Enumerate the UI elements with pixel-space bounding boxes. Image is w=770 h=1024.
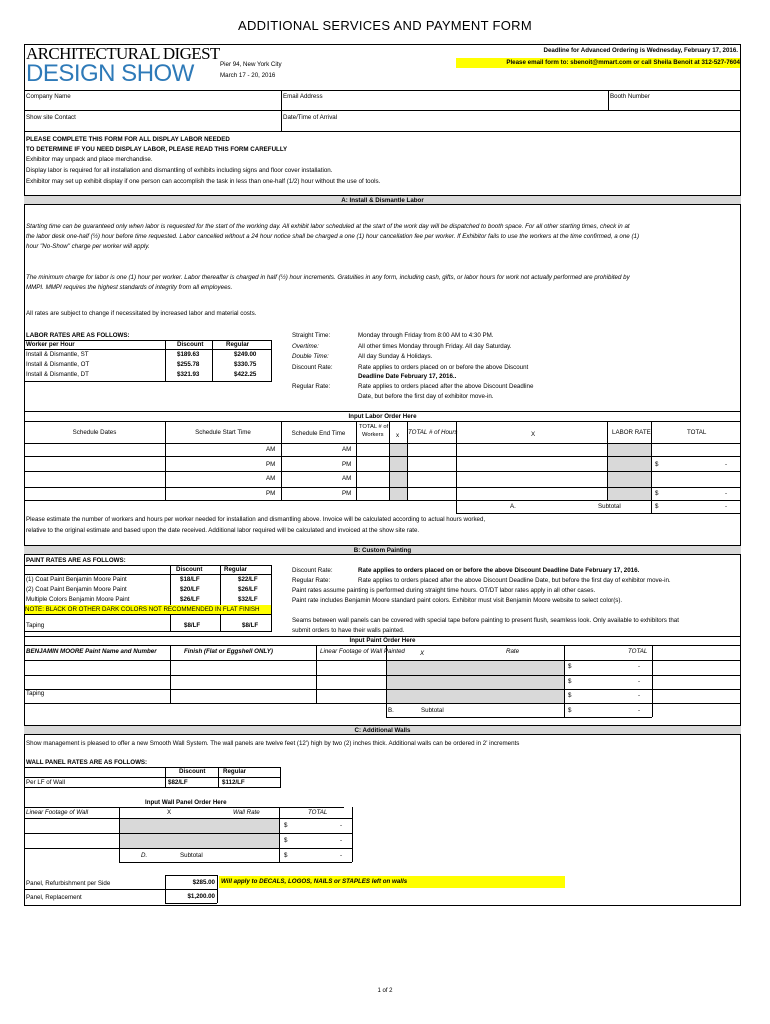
- panel-refurb-note: Will apply to DECALS, LOGOS, NAILS or STAPLES left on walls: [219, 876, 565, 888]
- labor-para1-l3: hour "No-Show" charge per worker will apply.: [26, 243, 150, 250]
- wall-col-footage: Linear Footage of Wall: [26, 809, 89, 816]
- labor-col-discount: Discount: [177, 341, 204, 348]
- paint-rate-regular: $32/LF: [238, 596, 258, 603]
- logo-architectural-digest: ARCHITECTURAL DIGEST: [26, 44, 220, 63]
- labor-para2-l2: MMPI. MMPI requires the highest standards of integrity from all employees.: [26, 284, 233, 291]
- paint-discount-value: Rate applies to orders placed on or before the above Discount Deadline Date February 17, 2016.: [358, 567, 640, 574]
- wall-col-discount: Discount: [179, 768, 206, 775]
- paint-row-dollar: $: [568, 678, 572, 685]
- wall-row-dash: -: [340, 822, 343, 829]
- labor-order-header: Input Labor Order Here: [348, 413, 417, 420]
- labor-col-start: Schedule Start Time: [195, 429, 251, 436]
- discount-deadline: Deadline Date February 17, 2016..: [358, 373, 457, 380]
- labor-term-key: Double Time:: [292, 353, 329, 360]
- labor-row-end: PM: [342, 461, 352, 468]
- paint-regular-key: Regular Rate:: [292, 577, 331, 584]
- paint-row-dollar: $: [568, 692, 572, 699]
- paint-col-regular: Regular: [224, 566, 248, 573]
- paint-col-discount: Discount: [176, 566, 203, 573]
- paint-rate-regular: $26/LF: [238, 586, 258, 593]
- wall-col-total: TOTAL: [308, 809, 328, 816]
- wall-col-regular: Regular: [223, 768, 247, 775]
- labor-row-start: PM: [266, 490, 276, 497]
- labor-col-dates: Schedule Dates: [72, 429, 117, 436]
- labor-subtotal-dollar: $: [655, 503, 659, 510]
- wall-row-dash: -: [340, 837, 343, 844]
- intro-line-4: Display labor is required for all installation and dismantling of exhibits including signs and floor cover installation.: [26, 167, 333, 174]
- labor-col-workers-1: TOTAL # of: [359, 424, 389, 430]
- labor-row-start: PM: [266, 461, 276, 468]
- labor-rate-name: Install & Dismantle, DT: [26, 371, 89, 378]
- labor-term-value: All day Sunday & Holidays.: [358, 353, 433, 360]
- paint-rates-heading: PAINT RATES ARE AS FOLLOWS:: [26, 557, 126, 564]
- wall-subtotal-dash: -: [340, 852, 343, 859]
- wall-row-dollar: $: [284, 837, 288, 844]
- labor-rate-discount: $321.93: [177, 371, 200, 378]
- labor-col-worker: Worker per Hour: [26, 341, 75, 348]
- show-site-contact-field[interactable]: Show site Contact: [26, 114, 76, 121]
- wall-rates-heading: WALL PANEL RATES ARE AS FOLLOWS:: [26, 759, 148, 766]
- labor-rate-regular: $422.25: [234, 371, 257, 378]
- booth-number-field[interactable]: Booth Number: [610, 93, 650, 100]
- paint-col-name: BENJAMIN MOORE Paint Name and Number: [26, 648, 157, 655]
- labor-para1-l1: Starting time can be guaranteed only when labor is requested for the start of the working day. All exhibit labor scheduled at the start of the work day will be dispatched to booth space. For all other starting times, check in at: [26, 223, 630, 230]
- page-title: ADDITIONAL SERVICES AND PAYMENT FORM: [238, 18, 532, 33]
- labor-row-start: AM: [266, 446, 276, 453]
- labor-note-l1: Please estimate the number of workers and hours per worker needed for installation and dismantling above. Invoice will be calculated according to actual hours worked,: [26, 516, 486, 523]
- deadline-notice: Deadline for Advanced Ordering is Wednesday, February 17, 2016.: [543, 47, 738, 54]
- labor-para2-l1: The minimum charge for labor is one (1) hour per worker. Labor thereafter is charged in half (½) hour increments. Gratuities in any form, including cash, gifts, or labor hours for work not actually performed are prohibited by: [26, 274, 630, 281]
- walls-description: Show management is pleased to offer a new Smooth Wall System. The wall panels are twelve feet (12') high by two (2) inches thick. Additional walls can be ordered in 2' increments: [26, 740, 520, 747]
- intro-line-1: PLEASE COMPLETE THIS FORM FOR ALL DISPLAY LABOR NEEDED: [26, 136, 230, 143]
- paint-col-footage: Linear Footage of Wall Painted: [320, 648, 405, 655]
- labor-row-end: AM: [342, 475, 352, 482]
- paint-dark-note: NOTE: BLACK OR OTHER DARK COLORS NOT RECOMMENDED IN FLAT FINISH: [25, 605, 271, 614]
- labor-row-end: AM: [342, 446, 352, 453]
- panel-refurb-name: Panel, Refurbishment per Side: [26, 880, 111, 887]
- panel-replacement-price: $1,200.00: [187, 893, 215, 900]
- labor-rate-name: Install & Dismantle, ST: [26, 351, 89, 358]
- labor-row-dash: -: [725, 461, 728, 468]
- paint-subtotal-letter: B.: [388, 707, 394, 714]
- section-b-header: B: Custom Painting: [24, 545, 741, 555]
- panel-replacement-name: Panel, Replacement: [26, 894, 82, 901]
- wall-col-rate: Wall Rate: [233, 809, 260, 816]
- labor-subtotal-letter: A.: [510, 503, 516, 510]
- labor-term-value: All other times Monday through Friday. All day Saturday.: [358, 342, 512, 350]
- wall-subtotal-label: Subtotal: [180, 852, 203, 859]
- labor-para3: All rates are subject to change if necessitated by increased labor and material costs.: [26, 310, 257, 317]
- labor-row-dollar: $: [655, 490, 659, 497]
- labor-term-value: Monday through Friday from 8:00 AM to 4:30 PM.: [358, 332, 494, 339]
- paint-taping-discount: $8/LF: [184, 622, 201, 629]
- intro-line-3: Exhibitor may unpack and place merchandise.: [26, 156, 153, 163]
- email-notice: Please email form to: sbenoit@mmart.com or call Sheila Benoit at 312-527-7604: [456, 58, 740, 68]
- labor-col-total: TOTAL: [687, 429, 707, 436]
- section-c-header: C: Additional Walls: [24, 725, 741, 735]
- labor-term-key: Overtime:: [292, 342, 319, 350]
- wall-subtotal-letter: D.: [141, 852, 148, 859]
- labor-subtotal-dash: -: [725, 503, 728, 510]
- labor-term-key: Straight Time:: [292, 332, 331, 339]
- labor-row-dollar: $: [655, 461, 659, 468]
- intro-line-5: Exhibitor may set up exhibit display if one person can accomplish the task in less than one-half (1/2) hour without the use of tools.: [26, 178, 381, 185]
- event-dates: March 17 - 20, 2016: [220, 72, 276, 79]
- labor-rates-heading: LABOR RATES ARE AS FOLLOWS:: [26, 332, 130, 339]
- paint-rate-regular: $22/LF: [238, 576, 258, 583]
- labor-note-l2: relative to the original estimate and based upon the date received. Additional labor required will be calculated and invoiced at the show site rate.: [26, 527, 420, 534]
- paint-col-x: X: [420, 650, 425, 657]
- paint-rate-discount: $26/LF: [180, 596, 200, 603]
- paint-row-dash: -: [638, 678, 641, 685]
- paint-subtotal-dollar: $: [568, 707, 572, 714]
- labor-col-x1: x: [396, 432, 400, 439]
- paint-col-rate: Rate: [506, 648, 520, 655]
- labor-col-regular: Regular: [226, 341, 250, 348]
- labor-col-hours: TOTAL # of Hours: [408, 429, 458, 436]
- paint-row-dash: -: [638, 663, 641, 670]
- logo-design-show: DESIGN SHOW: [26, 60, 194, 87]
- labor-col-rate: LABOR RATE: [612, 429, 651, 436]
- labor-row-dash: -: [725, 490, 728, 497]
- labor-row-end: PM: [342, 490, 352, 497]
- wall-per-lf-regular: $112/LF: [222, 779, 245, 786]
- paint-order-header: Input Paint Order Here: [349, 637, 416, 644]
- wall-per-lf-discount: $82/LF: [168, 779, 188, 786]
- labor-rate-regular: $249.00: [234, 351, 257, 358]
- labor-col-end: Schedule End Time: [291, 430, 346, 437]
- page-number: 1 of 2: [377, 988, 393, 994]
- paint-row-dash: -: [638, 692, 641, 699]
- wall-row-dollar: $: [284, 822, 288, 829]
- labor-col-x2: X: [531, 431, 536, 438]
- intro-line-2: TO DETERMINE IF YOU NEED DISPLAY LABOR, PLEASE READ THIS FORM CAREFULLY: [26, 146, 288, 153]
- labor-para1-l2: the labor desk one-half (½) hour before time requested. Labor cancelled without a 24 hour notice shall be charged a one (1) hour cancellation fee per worker. If Exhibitor fails to use the workers at the time confirmed, a one (1): [26, 233, 640, 240]
- paint-subtotal-label: Subtotal: [421, 707, 444, 714]
- labor-rate-discount: $255.78: [177, 361, 200, 368]
- labor-term-key: Discount Rate:: [292, 363, 333, 371]
- paint-taping-name: Taping: [26, 622, 45, 629]
- labor-rate-discount: $189.63: [177, 351, 200, 358]
- paint-subtotal-dash: -: [638, 707, 641, 714]
- labor-rate-name: Install & Dismantle, OT: [26, 361, 90, 368]
- section-a-header: A: Install & Dismantle Labor: [24, 195, 741, 205]
- labor-row-start: AM: [266, 475, 276, 482]
- paint-row-dollar: $: [568, 663, 572, 670]
- paint-info-1: Paint rates assume painting is performed during straight time hours. OT/DT labor rates apply in all other cases.: [292, 587, 596, 594]
- regular-rate-v2: Date, but before the first day of exhibitor move-in.: [358, 393, 494, 400]
- paint-seams-2: submit orders to have their walls painted.: [292, 627, 405, 634]
- labor-subtotal-label: Subtotal: [598, 503, 621, 510]
- paint-regular-value: Rate applies to orders placed after the above Discount Deadline Date, but before the first day of exhibitor move-in.: [358, 577, 671, 584]
- company-name-field[interactable]: Company Name: [26, 93, 71, 100]
- paint-info-2: Paint rate includes Benjamin Moore standard paint colors. Exhibitor must visit Benjamin Moore website to select color(s).: [292, 597, 623, 604]
- labor-rate-regular: $330.75: [234, 361, 257, 368]
- paint-col-total: TOTAL: [628, 648, 648, 655]
- paint-rate-discount: $18/LF: [180, 576, 200, 583]
- wall-per-lf-name: Per LF of Wall: [26, 779, 65, 786]
- paint-rate-name: (2) Coat Paint Benjamin Moore Paint: [26, 586, 127, 593]
- email-address-field[interactable]: Email Address: [283, 93, 323, 100]
- labor-col-workers-2: Workers: [362, 432, 384, 438]
- paint-col-finish: Finish (Flat or Eggshell ONLY): [184, 648, 273, 655]
- regular-rate-key: Regular Rate:: [292, 383, 331, 390]
- paint-seams-1: Seams between wall panels can be covered with special tape before painting to present flush, seamless look. Only available to exhibitors that: [292, 617, 679, 624]
- regular-rate-v1: Rate applies to orders placed after the above Discount Deadline: [358, 383, 534, 390]
- paint-rate-discount: $20/LF: [180, 586, 200, 593]
- paint-rate-name: Multiple Colors Benjamin Moore Paint: [26, 596, 130, 603]
- wall-col-x: X: [167, 809, 172, 816]
- paint-discount-key: Discount Rate:: [292, 567, 333, 574]
- wall-subtotal-dollar: $: [284, 852, 288, 859]
- event-location: Pier 94, New York City: [220, 61, 282, 68]
- panel-refurb-price: $285.00: [192, 879, 215, 886]
- paint-taping-regular: $8/LF: [242, 622, 259, 629]
- paint-taping-row-label: Taping: [26, 690, 45, 697]
- paint-rate-name: (1) Coat Paint Benjamin Moore Paint: [26, 576, 127, 583]
- arrival-datetime-field[interactable]: Date/Time of Arrival: [283, 114, 338, 121]
- labor-term-value: Rate applies to orders placed on or before the above Discount: [358, 363, 529, 371]
- wall-order-header: Input Wall Panel Order Here: [145, 799, 227, 806]
